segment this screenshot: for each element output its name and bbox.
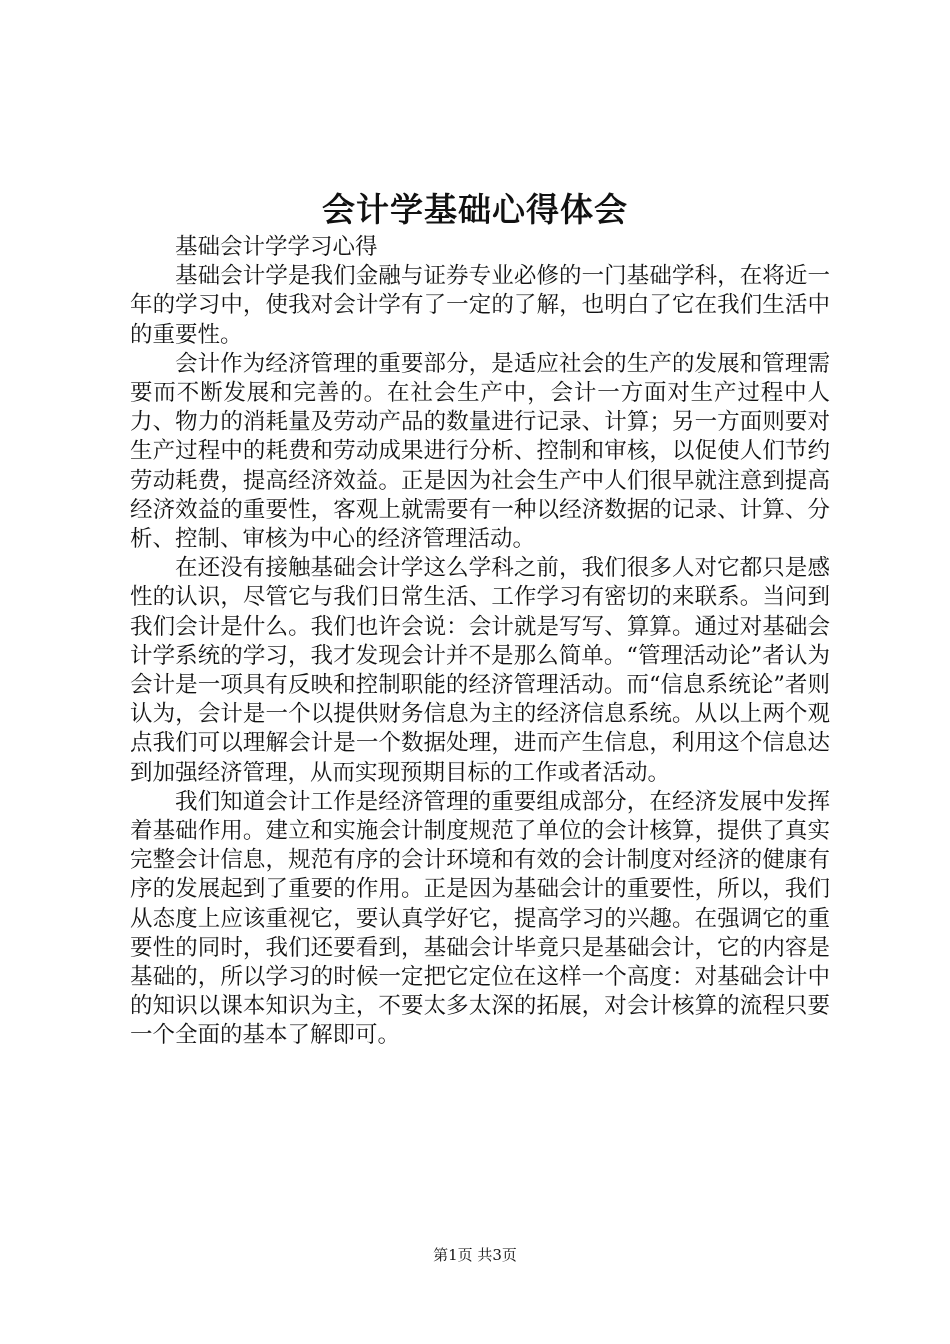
body-paragraph: 会计作为经济管理的重要部分，是适应社会的生产的发展和管理需要而不断发展和完善的。在社会生产中，会计一方面对生产过程中人力、物力的消耗量及劳动产品的数量进行记录、计算；另一方面则要对生产过程中的耗费和劳动成果进行分析、控制和审核，以促使人们节约劳动耗费，提高经济效益。正是因为社会生产中人们很早就注意到提高经济效益的重要性，客观上就需要有一种以经济数据的记录、计算、分析、控制、审核为中心的经济管理活动。: [130, 350, 830, 553]
body-paragraph: 基础会计学是我们金融与证券专业必修的一门基础学科，在将近一年的学习中，使我对会计学有了一定的了解，也明白了它在我们生活中的重要性。: [130, 263, 830, 348]
document-body: [130, 233, 830, 1051]
body-paragraph: 在还没有接触基础会计学这么学科之前，我们很多人对它都只是感性的认识，尽管它与我们日常生活、工作学习有密切的来联系。当问到我们会计是什么。我们也许会说：会计就是写写、算算。通过对基础会计学系统的学习，我才发现会计并不是那么简单。“管理活动论”者认为会计是一项具有反映和控制职能的经济管理活动。而“信息系统论”者则认为，会计是一个以提供财务信息为主的经济信息系统。从以上两个观点我们可以理解会计是一个数据处理，进而产生信息，利用这个信息达到加强经济管理，从而实现预期目标的工作或者活动。: [130, 555, 830, 786]
body-paragraph: 我们知道会计工作是经济管理的重要组成部分，在经济发展中发挥着基础作用。建立和实施会计制度规范了单位的会计核算，提供了真实完整会计信息，规范有序的会计环境和有效的会计制度对经济的健康有序的发展起到了重要的作用。正是因为基础会计的重要性，所以，我们从态度上应该重视它，要认真学好它，提高学习的兴趣。在强调它的重要性的同时，我们还要看到，基础会计毕竟只是基础会计，它的内容是基础的，所以学习的时候一定把它定位在这样一个高度：对基础会计中的知识以课本知识为主，不要太多太深的拓展，对会计核算的流程只要一个全面的基本了解即可。: [130, 788, 830, 1049]
subtitle-paragraph: 基础会计学学习心得: [175, 234, 378, 260]
document-title: 会计学基础心得体会: [322, 190, 628, 229]
page-number-footer: 第1页 共3页: [433, 1246, 517, 1264]
